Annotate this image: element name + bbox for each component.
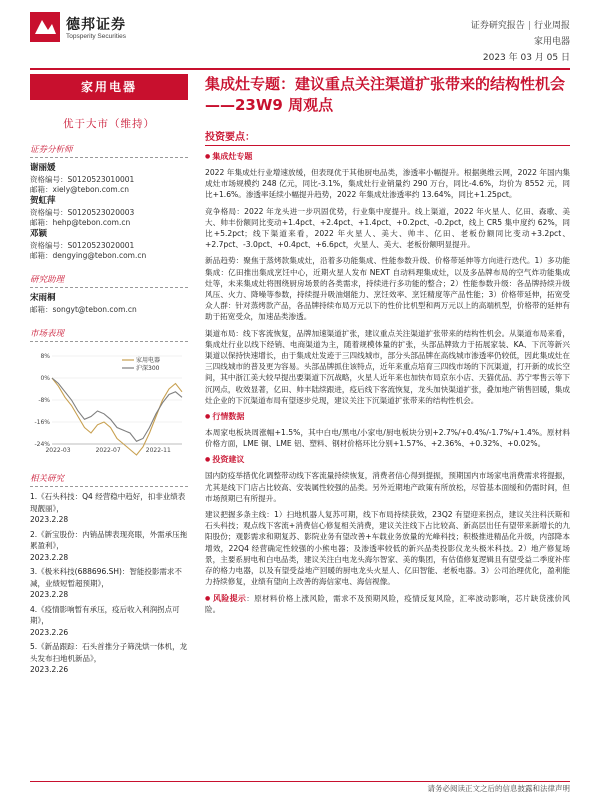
paragraph: 渠道布局：线下客流恢复，品牌加速渠道扩张，建议重点关注渠道扩张带来的结构性机会。从渠道布局来看，集成灶行业以线下经销、电商渠道为主，随着规模体量的扩张，头部品牌致力于拓展家装、KA、下沉等新兴渠道以保持快速增长，由于集成灶发迹于三四线城市，部分头部品牌在高线城市渗透率仍较低，因此集成灶在三四线城市的普及更为容易。头部品牌抓住该特点，近年来重点培育三四线市场的下沉渠道，打开新的成长空间，其中浙江美大较早提出要渠道下沉战略，火星人近年来也加快布局京东小店、天猫优品、苏宁零售云等下沉网点，收效显著，亿田、帅丰陆续跟进，疫后线下客流恢复，龙头加快渠道扩张，叠加地产销售回暖，集成灶企业的下沉渠道布局有望逐步兑现，建议关注下沉渠道扩张带来的结构性机会。	[205, 328, 570, 405]
risk-text: 原材料价格上涨风险，需求不及预期风险，疫情反复风险，汇率波动影响，芯片缺货涨价风险。	[205, 593, 571, 614]
related-item[interactable]	[30, 641, 188, 676]
section-bullet: ● 投资建议	[205, 454, 570, 465]
related-item[interactable]	[30, 529, 188, 564]
paragraph: 2022 年集成灶行业增速放缓，但表现优于其他厨电品类，渗透率小幅提升。根据奥维云网，2022 年国内集成灶市场规模约 248 亿元，同比-3.1%，集成灶行业销量约 290 万台，同比-4.6%，均价为 8552 元，同比+1.6%。渗透率延续小幅提升趋势，2022 年集成灶渗透率约 13.64%，同比+1.25pct。	[205, 168, 570, 200]
analyst-cert: 资格编号：S0120523020001	[30, 241, 135, 250]
related-item-date: 2023.2.28	[30, 515, 69, 524]
sidebar	[30, 72, 188, 676]
related-item-text: 2.《新宝股份：内销品牌表现亮眼，外需承压拖累盈利》，	[30, 529, 188, 550]
related-item-date: 2023.2.26	[30, 665, 69, 674]
logo-mark-icon	[30, 12, 60, 42]
paragraph: 建议把握多条主线：1）扫地机器人复苏可期，线下布局持续获效，23Q2 有望迎来拐点，建议关注科沃斯和石头科技；观点线下客流+消费信心修复相关消费，建议关注线下占比较高、新高层出任有望带来新增长的九阳股份；观影需求和期复苏、影院业务有望改善+车载业务放量的光峰科技；积极推进精品化升级，内部降本增效，22Q4 经营确定性较强的小熊电器；及渗透率较低的新兴品类投影仪龙头极米科技。2）地产修复场景，主要系厨电和白电品类，建议关注白电龙头海尔智家、美的集团，有估值修复逻辑且有望受益二季度补库存的格力电器，以及有望受益地产回暖的厨电龙头火星人、亿田智能、老板电器。3）公司治理优化，盈利能力持续修复，业绩有望向上改善的海信家电、海信视像。	[205, 510, 570, 587]
paragraph: 国内防疫举措优化调整带动线下客流量持续恢复，消费者信心得到提振，预期国内市场家电消费需求将提振，尤其是线下门店占比较高、安装属性较强的品类。另外近期地产政策有所放松，尽管基本面缓和仍需时间，但市场预期已有所提升。	[205, 471, 570, 503]
analyst-cert: 资格编号：S0120523020003	[30, 208, 135, 217]
related-item[interactable]	[30, 491, 188, 526]
report-date: 2023 年 03 月 05 日	[482, 53, 570, 63]
report-title: 集成灶专题：建议重点关注渠道扩张带来的结构性机会——23W9 周观点	[205, 75, 566, 114]
paragraph: 本周家电板块周涨幅+1.5%，其中白电/黑电/小家电/厨电板块分别+2.7%/+0.4%/-1.7%/+1.4%。原材料价格方面，LME 铜、LME 铝、塑料、钢材价格环比分别+1.57%、+2.36%、+0.32%、+0.02%。	[205, 428, 570, 449]
analyst-email[interactable]: 邮箱：hehp@tebon.com.cn	[30, 218, 131, 227]
report-meta: 证券研究报告 | 行业周报 家用电器 2023 年 03 月 05 日	[471, 18, 570, 66]
related-item-text: 5.《新品跟踪：石头首推分子筛洗烘一体机，龙头发布扫地机新品》，	[30, 642, 188, 663]
x-tick-label: 2022-11	[145, 447, 171, 454]
market-chart	[30, 348, 188, 460]
risk-warning: ● 风险提示：原材料价格上涨风险，需求不及预期风险，疫情反复风险，汇率波动影响，芯片缺货涨价风险。	[205, 593, 570, 616]
market-performance-title: 市场表现	[30, 327, 188, 342]
report-type: 证券研究报告	[470, 21, 525, 31]
header-divider	[30, 68, 570, 70]
analyst-name: 邓颖	[30, 229, 48, 239]
footer-disclaimer: 请务必阅读正文之后的信息披露和法律声明	[427, 784, 570, 793]
related-item[interactable]	[30, 604, 188, 639]
series-line-index	[52, 378, 182, 441]
related-item-date: 2023.2.28	[30, 552, 69, 562]
sector-label: 家用电器	[30, 74, 188, 100]
company-name-en: Topsperity Securities	[66, 33, 126, 40]
analyst-name: 贺虹萍	[30, 196, 56, 206]
analyst-cert: 资格编号：S0120523010001	[30, 175, 135, 184]
section-bullet: ● 集成灶专题	[205, 151, 570, 162]
related-item-text: 3.《极米科技(688696.SH)：智能投影需求不减，业绩短暂超预期》，	[30, 567, 182, 588]
research-assistant-title: 研究助理	[30, 273, 188, 288]
analyst-email[interactable]: 邮箱：dengying@tebon.com.cn	[30, 251, 147, 260]
footer-divider	[30, 781, 570, 782]
section-bullet: ● 风险提示	[205, 594, 246, 603]
section-bullet: ● 行情数据	[205, 411, 570, 422]
x-tick-label: 2022-03	[45, 447, 71, 454]
y-tick-label: 0%	[40, 375, 50, 382]
analysts-title: 证券分析师	[30, 143, 188, 158]
y-tick-label: -24%	[34, 441, 50, 448]
series-line-sector	[52, 378, 182, 455]
related-item[interactable]	[30, 566, 188, 601]
related-research-list	[30, 491, 188, 676]
related-item-text: 4.《疫情影响暂有承压，疫后收入利润拐点可期》，	[30, 604, 180, 625]
company-name: 德邦证券	[66, 17, 126, 33]
report-industry: 家用电器	[533, 37, 570, 47]
legend-label: 沪深300	[136, 365, 160, 372]
paragraph: 竞争格局：2022 年龙头进一步巩固优势，行业集中度提升。线上渠道，2022 年火星人、亿田、森歌、美大、帅丰份额同比变动+1.4pct、+2.4pct、+1.4pct、+0.2pct、-0.2pct，线上 CR5 集中度约 62%，同比+5.2pct；线下渠道来看，2022 年火星人、美大、帅丰、亿田、老板份额同比变动+3.2pct、+2.7pct、-3.0pct、+0.4pct、+6.6pct，火星人、美大、老板份额明显提升。	[205, 206, 570, 250]
related-item-text: 1.《石头科技：Q4 经营稳中趋好，扣非业绩表现靓丽》，	[30, 492, 186, 513]
y-tick-label: 8%	[40, 353, 50, 360]
analyst-name: 谢丽媛	[30, 163, 56, 173]
company-logo	[30, 12, 150, 48]
research-assistant-block	[30, 292, 188, 315]
analyst-block	[30, 162, 188, 261]
y-tick-label: -8%	[38, 397, 50, 404]
related-item-date: 2023.2.28	[30, 590, 69, 599]
researcher-name: 宋雨桐	[30, 293, 56, 303]
analyst-email[interactable]: 邮箱：xiely@tebon.com.cn	[30, 185, 129, 194]
related-item-date: 2023.2.26	[30, 627, 69, 637]
key-points-heading: 投资要点：	[205, 128, 570, 146]
rating: 优于大市（维持）	[63, 118, 155, 130]
market-chart-svg	[30, 348, 188, 460]
researcher-email[interactable]: 邮箱：songyt@tebon.com.cn	[30, 305, 137, 314]
related-research-title: 相关研究	[30, 472, 188, 487]
y-tick-label: -16%	[34, 419, 50, 426]
legend-label: 家用电器	[136, 357, 161, 364]
report-category: 行业周报	[533, 21, 570, 31]
paragraph: 新品趋势：聚焦于蒸烤款集成灶，沿着多功能集成、性能参数升级、价格带延伸等方向进行迭代。1）多功能集成：亿田推出集成烹饪中心，近期火星人发布 NEXT 自动料理集成灶，以及多品牌布局的空气炸功能集成灶等，未来集成灶将围绕厨房场景的各类需求，持续进行多功能的整合；2）性能参数升级：各品牌持续升级风压、火力、降噪等参数，持续提升吸油烟能力、烹饪效率、烹饪精度等产品性能；3）价格带延伸，拓宽受众人群：针对蒸烤款产品，各品牌持续布局万元以下的性价比机型和两万元以上的高端机型，价格带的延伸有助于拓宽受众，加速品类渗透。	[205, 256, 570, 322]
x-tick-label: 2022-07	[95, 447, 121, 454]
main-content	[205, 74, 570, 615]
